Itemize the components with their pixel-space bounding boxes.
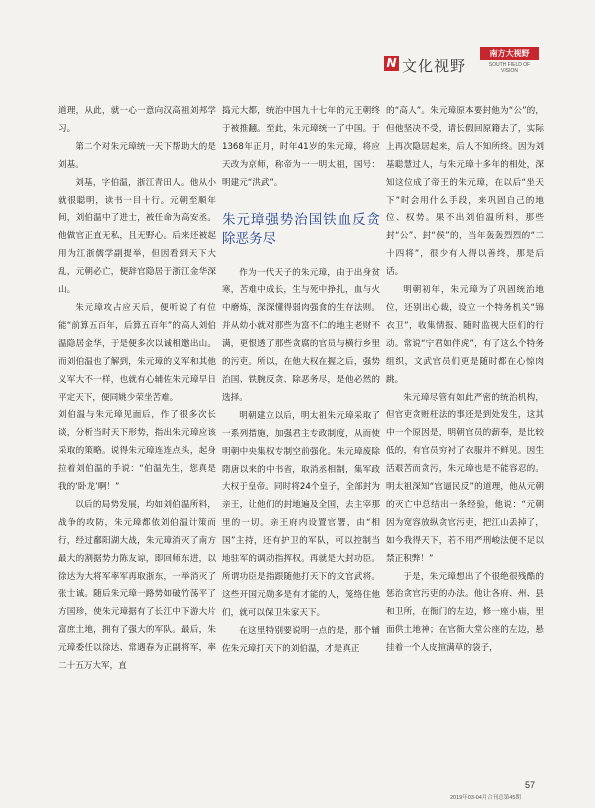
paragraph: 道理，从此，就一心一意向汉高祖刘邦学习。: [58, 106, 216, 134]
text-column-left: [58, 103, 216, 676]
section-title: 文化视野: [402, 57, 467, 75]
column-badge: [480, 47, 539, 75]
paragraph: 于是，朱元璋想出了个很绝很残酷的惩治贪官污吏的办法。他让各府、州、县和卫所，在衙门的左边，修一座小庙，里面供土地神；在官衙大堂公座的左边，悬挂着一个人皮揎满草的袋子，: [386, 571, 544, 654]
paragraph: 明朝建立以后，明太祖朱元璋采取了一系列措施，加强君主专政制度，从而使明朝中央集权专制空前强化。朱元璋废除隋唐以来的中书省，取消丞相制，集军政大权于皇帝。同时将24个皇子，全部封为亲王，让他们的封地遍及全国，去主宰那里的一切。亲王府内设置官署，由“相国”主持，还有护卫的军队，可以控制当地驻军的调动指挥权。再就是大封功臣。所谓功臣是指跟随他打天下的文官武将。这些开国元勋多是有才能的人，笼络住他们，就可以保卫朱家天下。: [222, 410, 380, 618]
page-number: 57: [525, 780, 536, 790]
paragraph: 刘基，字伯温，浙江青田人。他从小就很聪明，读书一目十行。元朝至顺年间，刘伯温中了进士，被任命为高安丞。他做官正直无私，且无野心。后来还被起用为江浙儒学副提举，但因看到天下大乱，元朝必亡，便辞官隐居于浙江金华深山。: [58, 177, 216, 296]
issue-info: 2019年03-04月合刊总第45期: [450, 795, 521, 801]
section-subheading: 朱元璋强势治国铁血反贪除恶务尽: [222, 211, 380, 247]
paragraph: 的“高人”。朱元璋原本要封他为“公”的，但他坚决不受，请长假回原籍去了，实际上再次隐居起来，后人不知所终。因为刘基聪慧过人，与朱元璋十多年的相处，深知这位成了帝王的朱元璋，在以后“坐天下”时会用什么手段，来巩固自己的地位、权势。果不出刘伯温所料，那些封“公”、封“侯”的，当年轰轰烈烈的“二十四将”，很少有人得以善终，那是后话。: [386, 106, 544, 278]
paragraph: 刘伯温与朱元璋见面后，作了很多次长谈，分析当时天下形势，指出朱元璋应该采取的策略。说得朱元璋连连点头，起身拉着刘伯温的手说：“伯温先生，您真是我的‘卧龙’啊！”: [58, 410, 216, 493]
paragraph: 捣元大都，统治中国九十七年的元王朝终于被推翻。至此，朱元璋统一了中国。于1368年正月，时年41岁的朱元璋，将应天改为京师，称帝为一一明太祖，国号：明建元“洪武”。: [222, 106, 380, 188]
paragraph: 明朝初年，朱元璋为了巩固统治地位，还别出心裁，设立一个特务机关“锦衣卫”，收集情报、随时监视大臣们的行动。常说“宁君如伴虎”，有了这么个特务组织，文武官员们更是随时都在心惊肉跳。: [386, 285, 544, 385]
paragraph: 在这里特别要说明一点的是，那个辅佐朱元璋打天下的刘伯温，才是真正: [222, 625, 380, 654]
text-column-right: [386, 103, 544, 658]
column-name: 南方大视野: [480, 47, 539, 60]
text-column-middle: [222, 103, 380, 658]
paragraph: 第二个对朱元璋统一天下帮助大的是刘基。: [58, 141, 216, 170]
page-header: [384, 47, 539, 75]
paragraph: 朱元璋尽管有如此严密的统治机构，但官吏贪赃枉法的事还是到处发生，这其中一个原因是，明朝官员的薪奉，是比较低的，有官员穷衬了衣服并不鲜见。因生活艰苦而贪污，朱元璋也是不能容忍的。明太祖深知“官逼民反”的道理，他从元朝的灭亡中总结出一条经验，他说：“元朝因为宽容放纵贪官污吏，把江山丢掉了，如今我得天下，若不用严刑峻法便不足以禁正积弊！”: [386, 392, 544, 564]
column-english-name: SOUTH FIELD OF VISION: [488, 62, 531, 74]
paragraph: 作为一代天子的朱元璋，由于出身贫寒，苦难中成长，生与死中挣扎，血与火中磨炼，深深懂得弱肉强食的生存法则。并从幼小就对那些为富不仁的地主老财不满，更恨透了那些贪腐的官员与横行乡里的污吏。所以，在他大权在握之后，强势治国、铁腕反贪、除恶务尽，是他必然的选择。: [222, 267, 380, 403]
magazine-logo: N: [384, 56, 399, 71]
paragraph: 朱元璋攻占应天后，便听说了有位能“前算五百年，后算五百年”的高人刘伯温隐居金华，于是便多次以诚相邀出山。而刘伯温也了解到，朱元璋的义军和其他义军大不一样，也就有心辅佐朱元璋早日平定天下，便同姚少荣坐苦难。: [58, 302, 216, 403]
paragraph: 以后的局势发展，均如刘伯温所料，战争的攻防，朱元璋都依刘伯温计策而行，经过鄱阳湖大战，朱元璋消灭了南方最大的割据势力陈友谅，即回师东进，以徐达为大将军率军再取浙东，一举消灭了张士诚。随后朱元璋一路势如破竹荡平了方国珍，使朱元璋据有了长江中下游大片富庶土地，拥有了强大的军队。最后，朱元璋委任以徐达、常遇春为正副将军，率二十五万大军，直: [58, 499, 216, 672]
